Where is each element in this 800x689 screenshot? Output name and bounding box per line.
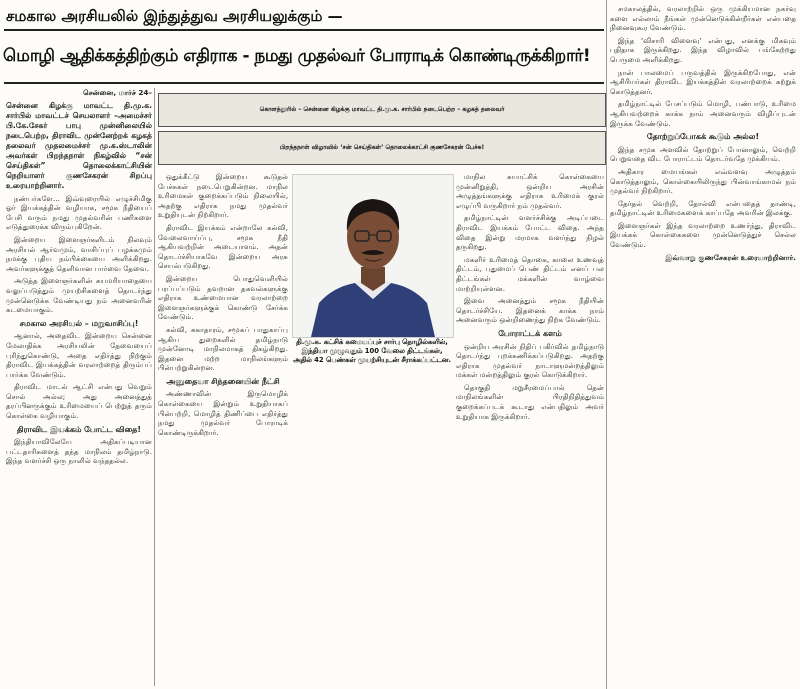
paragraph: ஒதுக்கீட்டு இன்றைய கூடுதல் பேச்சுகள் நடைபெறுகின்றன. மாநில உரிமைகள் குறைக்கப்படும் நிலையில், அதற்கு எதிராக நமது முதல்வர் உறுதியுடன் நிற்கிறார்.	[158, 172, 288, 220]
subheading: தோற்றுப்போகக் கூடும் அல்ல!	[646, 132, 760, 142]
kicker-rule	[4, 29, 604, 31]
paragraph: திராவிட மாடல் ஆட்சி என்பது வெறும் சொல் அல்ல; அது அனைத்துத் தரப்பினருக்கும் உரிமையைப் பெற்றுத் தரும் கொள்கை வழியாகும்.	[6, 382, 152, 421]
paragraph: தமிழ்நாட்டின் வளர்ச்சிக்கு அடிப்படை திராவிட இயக்கம் போட்ட விதை. அந்த விதை இன்று மரமாக வளர்ந்து நிழல் தருகிறது.	[456, 213, 604, 252]
paragraph: அண்ணாவின் இருமொழிக் கொள்கையை இன்றும் உறுதியாகப் பின்பற்றி, மொழித் திணிப்பை எதிர்த்து நமது முதல்வர் போராடிக் கொண்டிருக்கிறார்.	[158, 389, 288, 437]
deck-line-2: பிறந்தநாள் விழாவில் ‘சன் செய்திகள்’ தொலைக்காட்சி குணசேகரன் பேச்சு!	[158, 131, 606, 165]
column-divider	[606, 0, 607, 689]
paragraph: இவை அனைத்தும் சமூக நீதியின் தொடர்ச்சியே. இதனைக் காக்க நாம் அனைவரும் ஒன்றிணைந்து நிற்க வேண்டும்.	[456, 296, 604, 325]
paragraph: தேர்தல் வெற்றி, தோல்வி என்பதைத் தாண்டி, தமிழ்நாட்டின் உரிமைகளைக் காப்பதே அவரின் இலக்கு.	[610, 198, 796, 218]
paragraph: மாநில சுயாட்சிக் கொள்கையை முன்னிறுத்தி, ஒன்றிய அரசின் அழுத்தங்களுக்கு எதிராக உரிமைக் குரல் எழுப்பி வருகிறார் நம் முதல்வர்.	[456, 172, 604, 210]
lead-paragraph: சென்னை கிழக்கு மாவட்ட தி.மு.க. சார்பில் மாவட்டச் செயலாளர் –அமைச்சர் பி.கே.சேகர் பாபு முன்னிலையில் நடைபெற்ற, திராவிட முன்னேற்றக் கழகத் தலைவர் முதலமைச்சர் மு.க.ஸ்டாலின் அவர்கள் பிறந்தநாள் நிகழ்வில் “சன் செய்திகள்” தொலைக்காட்சியின் நெறியாளர் குணசேகரன் சிறப்பு உரையாற்றினார்.	[6, 100, 152, 190]
paragraph: இன்றைய பொதுவெளியில் பரப்பப்படும் தவறான தகவல்களுக்கு எதிராக உண்மையான வரலாற்றை இளைஞர்களுக்குக் கொண்டு சேர்க்க வேண்டும்.	[158, 273, 288, 322]
headline: மொழி ஆதிக்கத்திற்கும் எதிராக - நமது முதல்வர் போராடிக் கொண்டிருக்கிறார்!	[3, 46, 591, 66]
paragraph: நண்பர்களே... இவ்வுரையில் எழுச்சிமிகு ஓர் இயக்கத்தின் வழியாக, சமூக நீதியைப் பேசி வரும் நமது முதல்வரின் பணிகளை எடுத்துரைக்க விரும்புகிறேன்.	[6, 193, 152, 232]
speaker-photo	[292, 174, 454, 338]
paragraph: மகளிர் உரிமைத் தொகை, காலை உணவுத் திட்டம், புதுமைப் பெண் திட்டம் எனப் பல திட்டங்கள் மக்களின் வாழ்வை மாற்றியுள்ளன.	[456, 254, 604, 293]
paragraph: திராவிட இயக்கம் என்றாலே கல்வி, வேலைவாய்ப்பு, சமூக நீதி ஆகியவற்றின் அடையாளம். அதன் தொடர்ச்சியாகவே இன்றைய அரசு செயல்படுகிறது.	[158, 222, 288, 271]
sign-off: இவ்வாறு குணசேகரன் உரையாற்றினார்.	[665, 252, 796, 262]
paragraph: இன்றைய இளைஞர்களிடம் நிலவும் அரசியல் ஆர்வமும், வாசிப்புப் பழக்கமும் நமக்கு புதிய நம்பிக்கையை அளிக்கிறது. அவர்களுக்குத் தெளிவான பார்வை தேவை.	[6, 234, 152, 273]
paragraph: ஒன்றிய அரசின் நிதிப் பகிர்வில் தமிழ்நாடு தொடர்ந்து புறக்கணிக்கப்படுகிறது. அதற்கு எதிராக முதல்வர் நாடாளுமன்றத்திலும் மக்கள் மன்றத்திலும் குரல் கொடுக்கிறார்.	[456, 341, 604, 380]
dateline: சென்னை, மார்ச் 24–	[83, 88, 152, 97]
subheading: சமகால அரசியல் – மறுவாசிப்பு!	[19, 318, 139, 328]
paragraph: இந்தியாவிலேயே அதிகப்படியான பட்டதாரிகளைத் தந்த மாநிலம் தமிழ்நாடு. இந்த வளர்ச்சி ஒரு நாளில் வந்ததல்ல.	[6, 437, 152, 466]
paragraph: இந்த ‘விசாரி விளைவு’ என்பது, எனக்கு மிகவும் புதிதாக இருக்கிறது. இந்த விழாவில் பங்கேற்றது பெருமை அளிக்கிறது.	[610, 35, 796, 64]
column-divider	[154, 88, 155, 686]
article-column-4	[610, 4, 796, 686]
headline-rule	[4, 82, 604, 84]
paragraph: கல்வி, சுகாதாரம், சமூகப் பாதுகாப்பு ஆகிய துறைகளில் தமிழ்நாடு முன்னோடி மாநிலமாகத் திகழ்கிறது. இதனை மற்ற மாநிலங்களும் பின்பற்றுகின்றன.	[158, 324, 288, 373]
paragraph: இந்த சமுக அளவில் தோற்றுப் போனாலும், வெற்றி பெறுவதை விட போராட்டம் தொடர்வதே முக்கியம்.	[610, 144, 796, 164]
paragraph: சமகாலத்தில், வரலாற்றில் ஒரு முக்கியமான நகர்வு களை எல்லாம் நீங்கள் முன்னெடுக்கின்றீர்கள் என்பதை நினைவுகூர வேண்டும்.	[610, 4, 796, 33]
article-column-2	[158, 172, 288, 686]
paragraph: அடுத்த இளைஞர்களின் சுயமரியாதையை வலுப்படுத்தும் முயற்சிகளைத் தொடர்ந்து முன்னெடுக்க வேண்டியது நம் அனைவரின் கடமையாகும்.	[6, 276, 152, 315]
paragraph: அதிகார மையங்கள் எவ்வளவு அழுத்தம் கொடுத்தாலும், கொள்கையிலிருந்து பின்வாங்காமல் நம் முதல்வர் நிற்கிறார்.	[610, 166, 796, 196]
speaker-portrait	[293, 175, 453, 337]
article-column-3	[456, 172, 604, 686]
paragraph: நான் பாலமைப் பருவத்தில் இருக்கிறபோது, என் ஆசிரியர்கள் திராவிட இயக்கத்தின் வரலாற்றைக் கற்றுக் கொடுத்தனர்.	[610, 67, 796, 96]
paragraph: ஆனால், அதைவிட இன்றைய சென்னை மேலாதிக்க அரசியலின் தேவையைப் புரிந்துகொண்டு, அதை எதிர்த்து நிற்கும் திராவிட இயக்கத்தின் வரலாற்றைத் திரும்பப் பார்க்க வேண்டும்.	[6, 331, 152, 379]
deck-line-1: கொளத்தூரில் – சென்னை கிழக்கு மாவட்ட தி.மு.க. சார்பில் நடைபெற்ற – கழகத் தலைவர்	[158, 93, 606, 127]
photo-caption: தி.மு.க. கட்சிக் கமையப்புச் சார்பு தொழில்களில், இந்தியா முழுவதும் 100 வேலை திட்டங்கள், அதில் 42 பெண்கள் முயற்சியுடன் சீராக்கப்பட்டன.	[293, 338, 451, 364]
article-column-1	[6, 88, 152, 686]
paragraph: தொகுதி மறுசீரமைப்பால் தென் மாநிலங்களின் பிரதிநிதித்துவம் குறைக்கப்படக் கூடாது என்பதிலும் அவர் உறுதியாக இருக்கிறார்.	[456, 382, 604, 421]
subheading: போராட்டக் களம்	[498, 328, 562, 338]
subheading: அனுதையா சிந்தனையின் நீட்சி	[166, 376, 280, 386]
paragraph: இளைஞர்கள் இந்த வரலாற்றை உணர்ந்து, திராவிட இயக்கக் கொள்கைகளை முன்னெடுத்துச் செல்ல வேண்டும்.	[610, 220, 796, 250]
subheading: திராவிட இயக்கம் போட்ட விதை!	[16, 424, 142, 434]
paragraph: தமிழ்நாட்டில் பேசப்படும் மொழி, பண்பாடு, உரிமை ஆகியவற்றைக் காக்க நாம் அனைவரும் விழிப்புடன் இருக்க வேண்டும்.	[610, 99, 796, 128]
kicker: சமகால அரசியலில் இந்துத்துவ அரசியலுக்கும் —	[6, 7, 343, 25]
